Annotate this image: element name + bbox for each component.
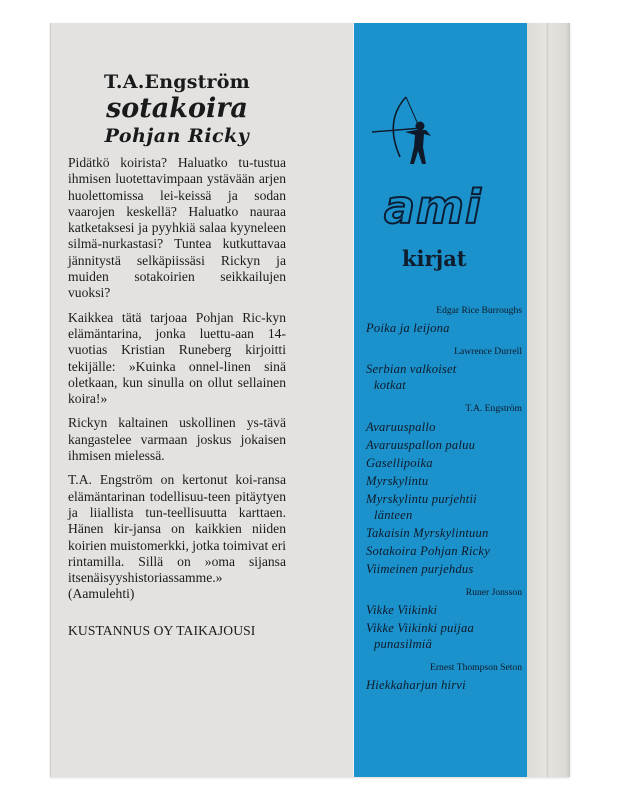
catalog-title: Viimeinen purjehdus [366, 562, 474, 576]
publisher-name: KUSTANNUS OY TAIKAJOUSI [68, 622, 256, 638]
catalog-title: Myrskylintu [366, 474, 429, 488]
catalog-group [366, 346, 524, 393]
catalog-title: Avaruuspallo [366, 420, 436, 434]
catalog-author: Edgar Rice Burroughs [436, 305, 522, 316]
catalog-title: Avaruuspallon paluu [366, 438, 476, 452]
archer-icon [370, 95, 440, 165]
catalog-title: Vikke Viikinki puijaa [366, 621, 474, 635]
author-name: T.A.Engström [104, 71, 250, 93]
book-subtitle: Pohjan Ricky [104, 125, 250, 147]
catalog-title: Myrskylintu purjehtii [366, 492, 477, 506]
book-title: sotakoira [106, 93, 248, 124]
brand-logo-kirjat: kirjat [402, 246, 467, 271]
catalog-author: Ernest Thompson Seton [429, 662, 522, 673]
catalog-title: Gasellipoika [366, 456, 433, 470]
blurb-paragraph: Kaikkea tätä tarjoaa Pohjan Ric-kyn elämäntarina, jonka luettu-aan 14-vuotias Kristian Runeberg kirjoitti tekijälle: »Kuinka onnel-linen sinä oletkaan, kun sinulla on ollut sellainen koira!» [68, 309, 286, 407]
catalog-title: Takaisin Myrskylintuun [366, 526, 489, 540]
blurb-paragraph: Pidätkö koirista? Haluatko tu-tustua ihmisen luotettavimpaan ystävään arjen huolettomissa lei-keissä ja sodan vaarojen keskellä? Haluatko nauraa katketaksesi ja pyyhkiä salaa kyyneleen silmä-nurkastasi? Tuntea kutkuttavaa jännitystä selkäpiissäsi Rickyn ja muiden sotakoirien seikkailujen vuoksi? [68, 155, 286, 301]
catalog-title: Vikke Viikinki [366, 603, 438, 617]
catalog-group [366, 662, 524, 693]
catalog-title-cont: kotkat [374, 378, 406, 392]
catalog-author: Runer Jonsson [465, 587, 522, 598]
blurb-paragraph: Rickyn kaltainen uskollinen ys-tävä kangastelee varmaan joskus jokaisen ihmisen mielessä. [68, 415, 286, 464]
book-spine [527, 23, 570, 777]
catalog-title-cont: länteen [374, 508, 413, 522]
catalog-title: Poika ja leijona [366, 321, 450, 335]
series-catalog [366, 305, 524, 700]
catalog-group [366, 587, 524, 652]
catalog-title: Sotakoira Pohjan Ricky [366, 544, 491, 558]
brand-logo-ami: ami [384, 180, 482, 234]
catalog-title: Serbian valkoiset [366, 362, 457, 376]
catalog-title-cont: punasilmiä [374, 637, 432, 651]
catalog-group [366, 403, 524, 577]
blurb-column [68, 71, 286, 639]
blurb-text [68, 155, 286, 603]
catalog-group [366, 305, 524, 336]
catalog-title: Hiekkaharjun hirvi [366, 678, 466, 692]
catalog-author: Lawrence Durrell [454, 346, 522, 357]
blurb-paragraph: T.A. Engström on kertonut koi-ransa elämäntarinan todellisuu-teen pitäytyen ja liiallista tun-teellisuutta karttaen. Hänen kir-jansa on kaikkien niiden koirien muistomerkki, jotka toimivat eri rintamilla. Sillä on »oma sijansa itsenäisyyshistoriassamme.» (Aamulehti) [68, 472, 286, 602]
catalog-author: T.A. Engström [465, 403, 522, 414]
